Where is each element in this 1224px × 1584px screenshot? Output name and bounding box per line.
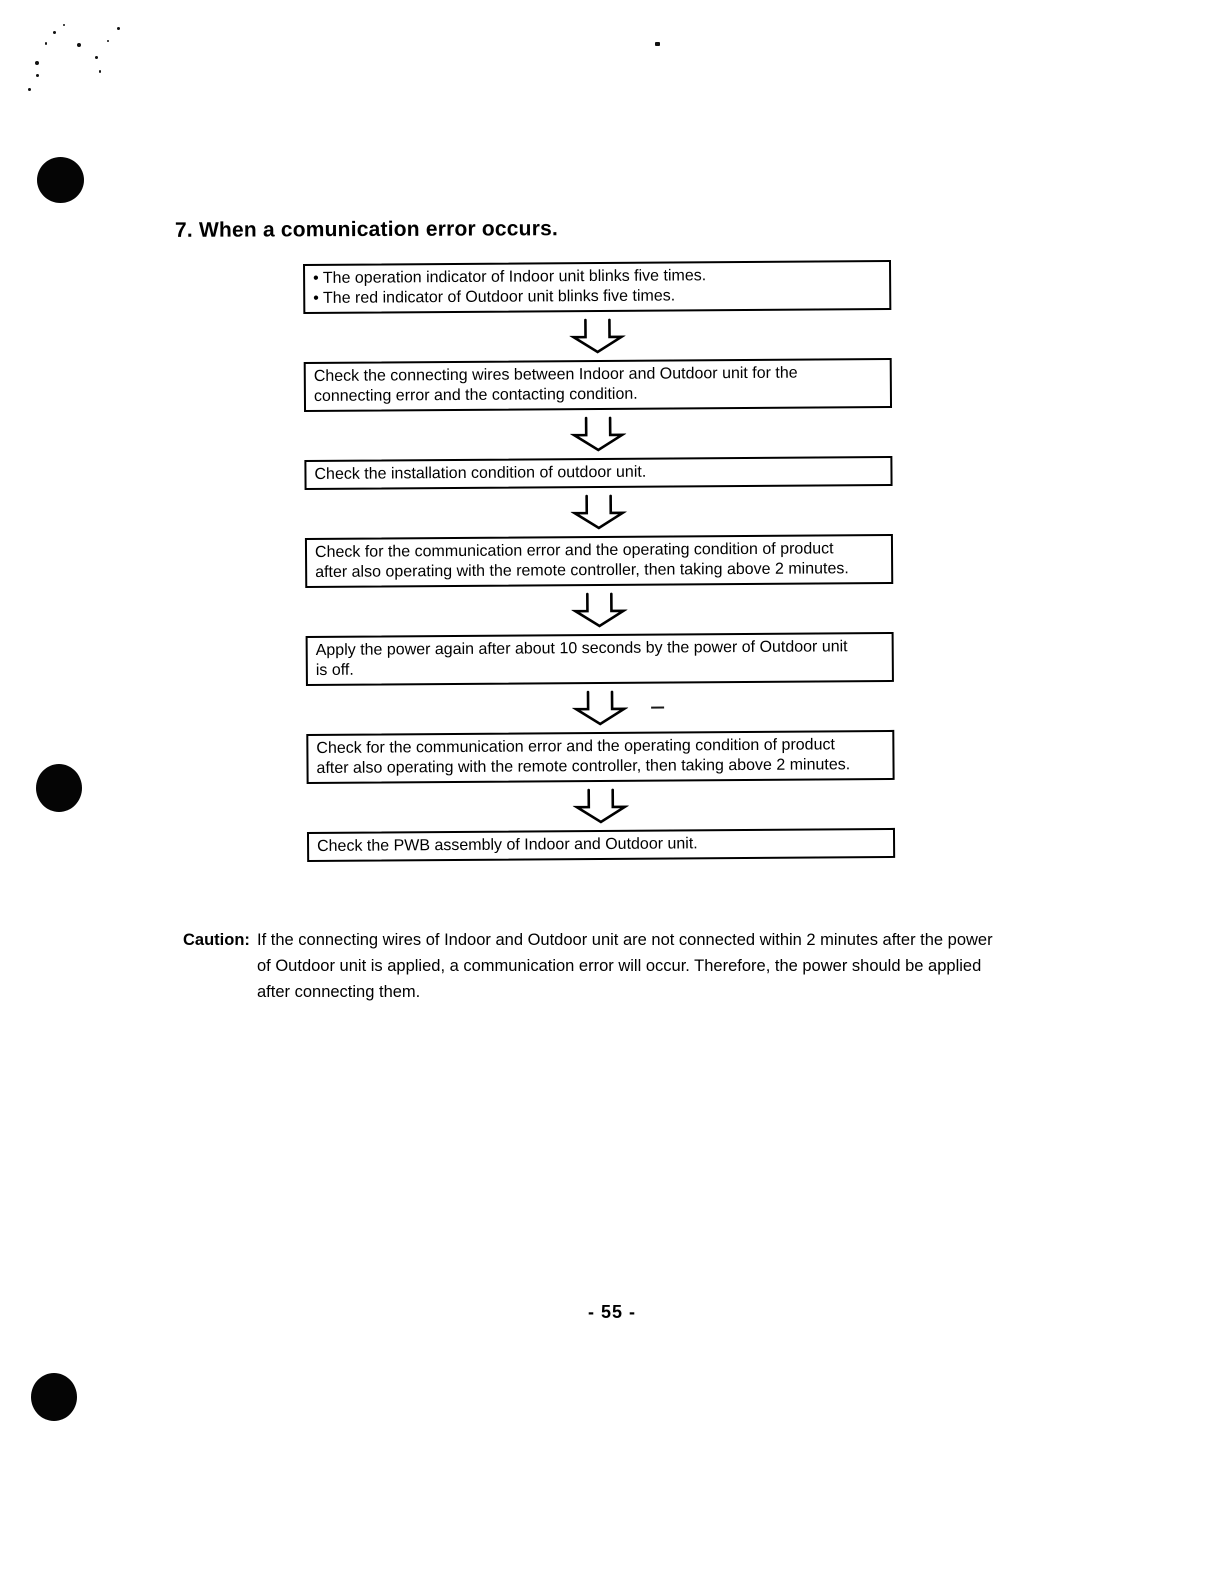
section-heading: 7. When a comunication error occurs. (174, 217, 559, 242)
flow-connector (303, 310, 891, 362)
flow-box-text: Apply the power again after about 10 seconds by the power of Outdoor unit (315, 638, 848, 659)
punch-hole-mark (37, 157, 84, 203)
scan-speckle (77, 43, 81, 47)
flow-box-check-installation (304, 456, 892, 490)
flow-box-check-communication-1 (305, 534, 893, 588)
flow-box-text: after also operating with the remote controller, then taking above 2 minutes. (315, 560, 849, 581)
page-number: - 55 - (587, 1302, 636, 1322)
punch-hole-mark (31, 1373, 77, 1421)
flow-box-text: Check for the communication error and the operating condition of product (314, 540, 834, 561)
down-arrow-icon (570, 416, 626, 452)
flow-box-check-wires (304, 358, 892, 412)
down-arrow-icon (573, 788, 629, 824)
caution-text-line: after connecting them. (257, 983, 421, 1001)
stray-scan-mark (651, 707, 664, 709)
flow-box-check-communication-2 (306, 730, 894, 784)
caution-text-line: If the connecting wires of Indoor and Outdoor unit are not connected within 2 minutes after the power (257, 931, 993, 949)
flow-box-text: Check the connecting wires between Indoor and Outdoor unit for the (313, 364, 798, 385)
scan-speckle (99, 70, 101, 73)
scan-speckle (95, 56, 98, 59)
flow-box-text: connecting error and the contacting condition. (313, 385, 638, 405)
caution-label: Caution: (183, 931, 250, 949)
flow-connector (307, 780, 895, 832)
flow-connector (305, 486, 893, 538)
scan-speckle (28, 88, 31, 91)
scan-speckle (53, 31, 56, 34)
down-arrow-icon (571, 494, 627, 530)
flow-box-text: is off. (315, 661, 354, 679)
flow-box-check-pwb (307, 828, 895, 862)
flow-connector (306, 682, 894, 734)
flow-box-symptom (303, 260, 891, 314)
down-arrow-icon (569, 318, 625, 354)
flow-box-reapply-power (306, 632, 894, 686)
flow-connector (304, 408, 892, 460)
flow-box-text: • The operation indicator of Indoor unit blinks five times. (313, 267, 707, 287)
scan-speckle (35, 61, 39, 65)
scan-speckle (63, 24, 65, 26)
caution-text-line: of Outdoor unit is applied, a communication error will occur. Therefore, the power should be applied (257, 957, 982, 975)
down-arrow-icon (571, 592, 627, 628)
down-arrow-icon (572, 690, 628, 726)
punch-hole-mark (36, 764, 82, 812)
flowchart (303, 260, 895, 862)
flow-connector (305, 584, 893, 636)
flow-box-text: • The red indicator of Outdoor unit blinks five times. (313, 287, 676, 307)
scan-speckle (45, 42, 47, 45)
caution-note (183, 927, 1033, 1005)
scan-speckle (655, 42, 660, 46)
flow-box-text: Check the installation condition of outdoor unit. (314, 463, 647, 483)
scan-speckle (36, 74, 39, 77)
flow-box-text: Check the PWB assembly of Indoor and Outdoor unit. (317, 835, 698, 855)
scan-speckle (117, 27, 120, 30)
scan-speckle (107, 40, 109, 42)
flow-box-text: after also operating with the remote controller, then taking above 2 minutes. (316, 756, 851, 777)
flow-box-text: Check for the communication error and the operating condition of product (316, 736, 835, 757)
